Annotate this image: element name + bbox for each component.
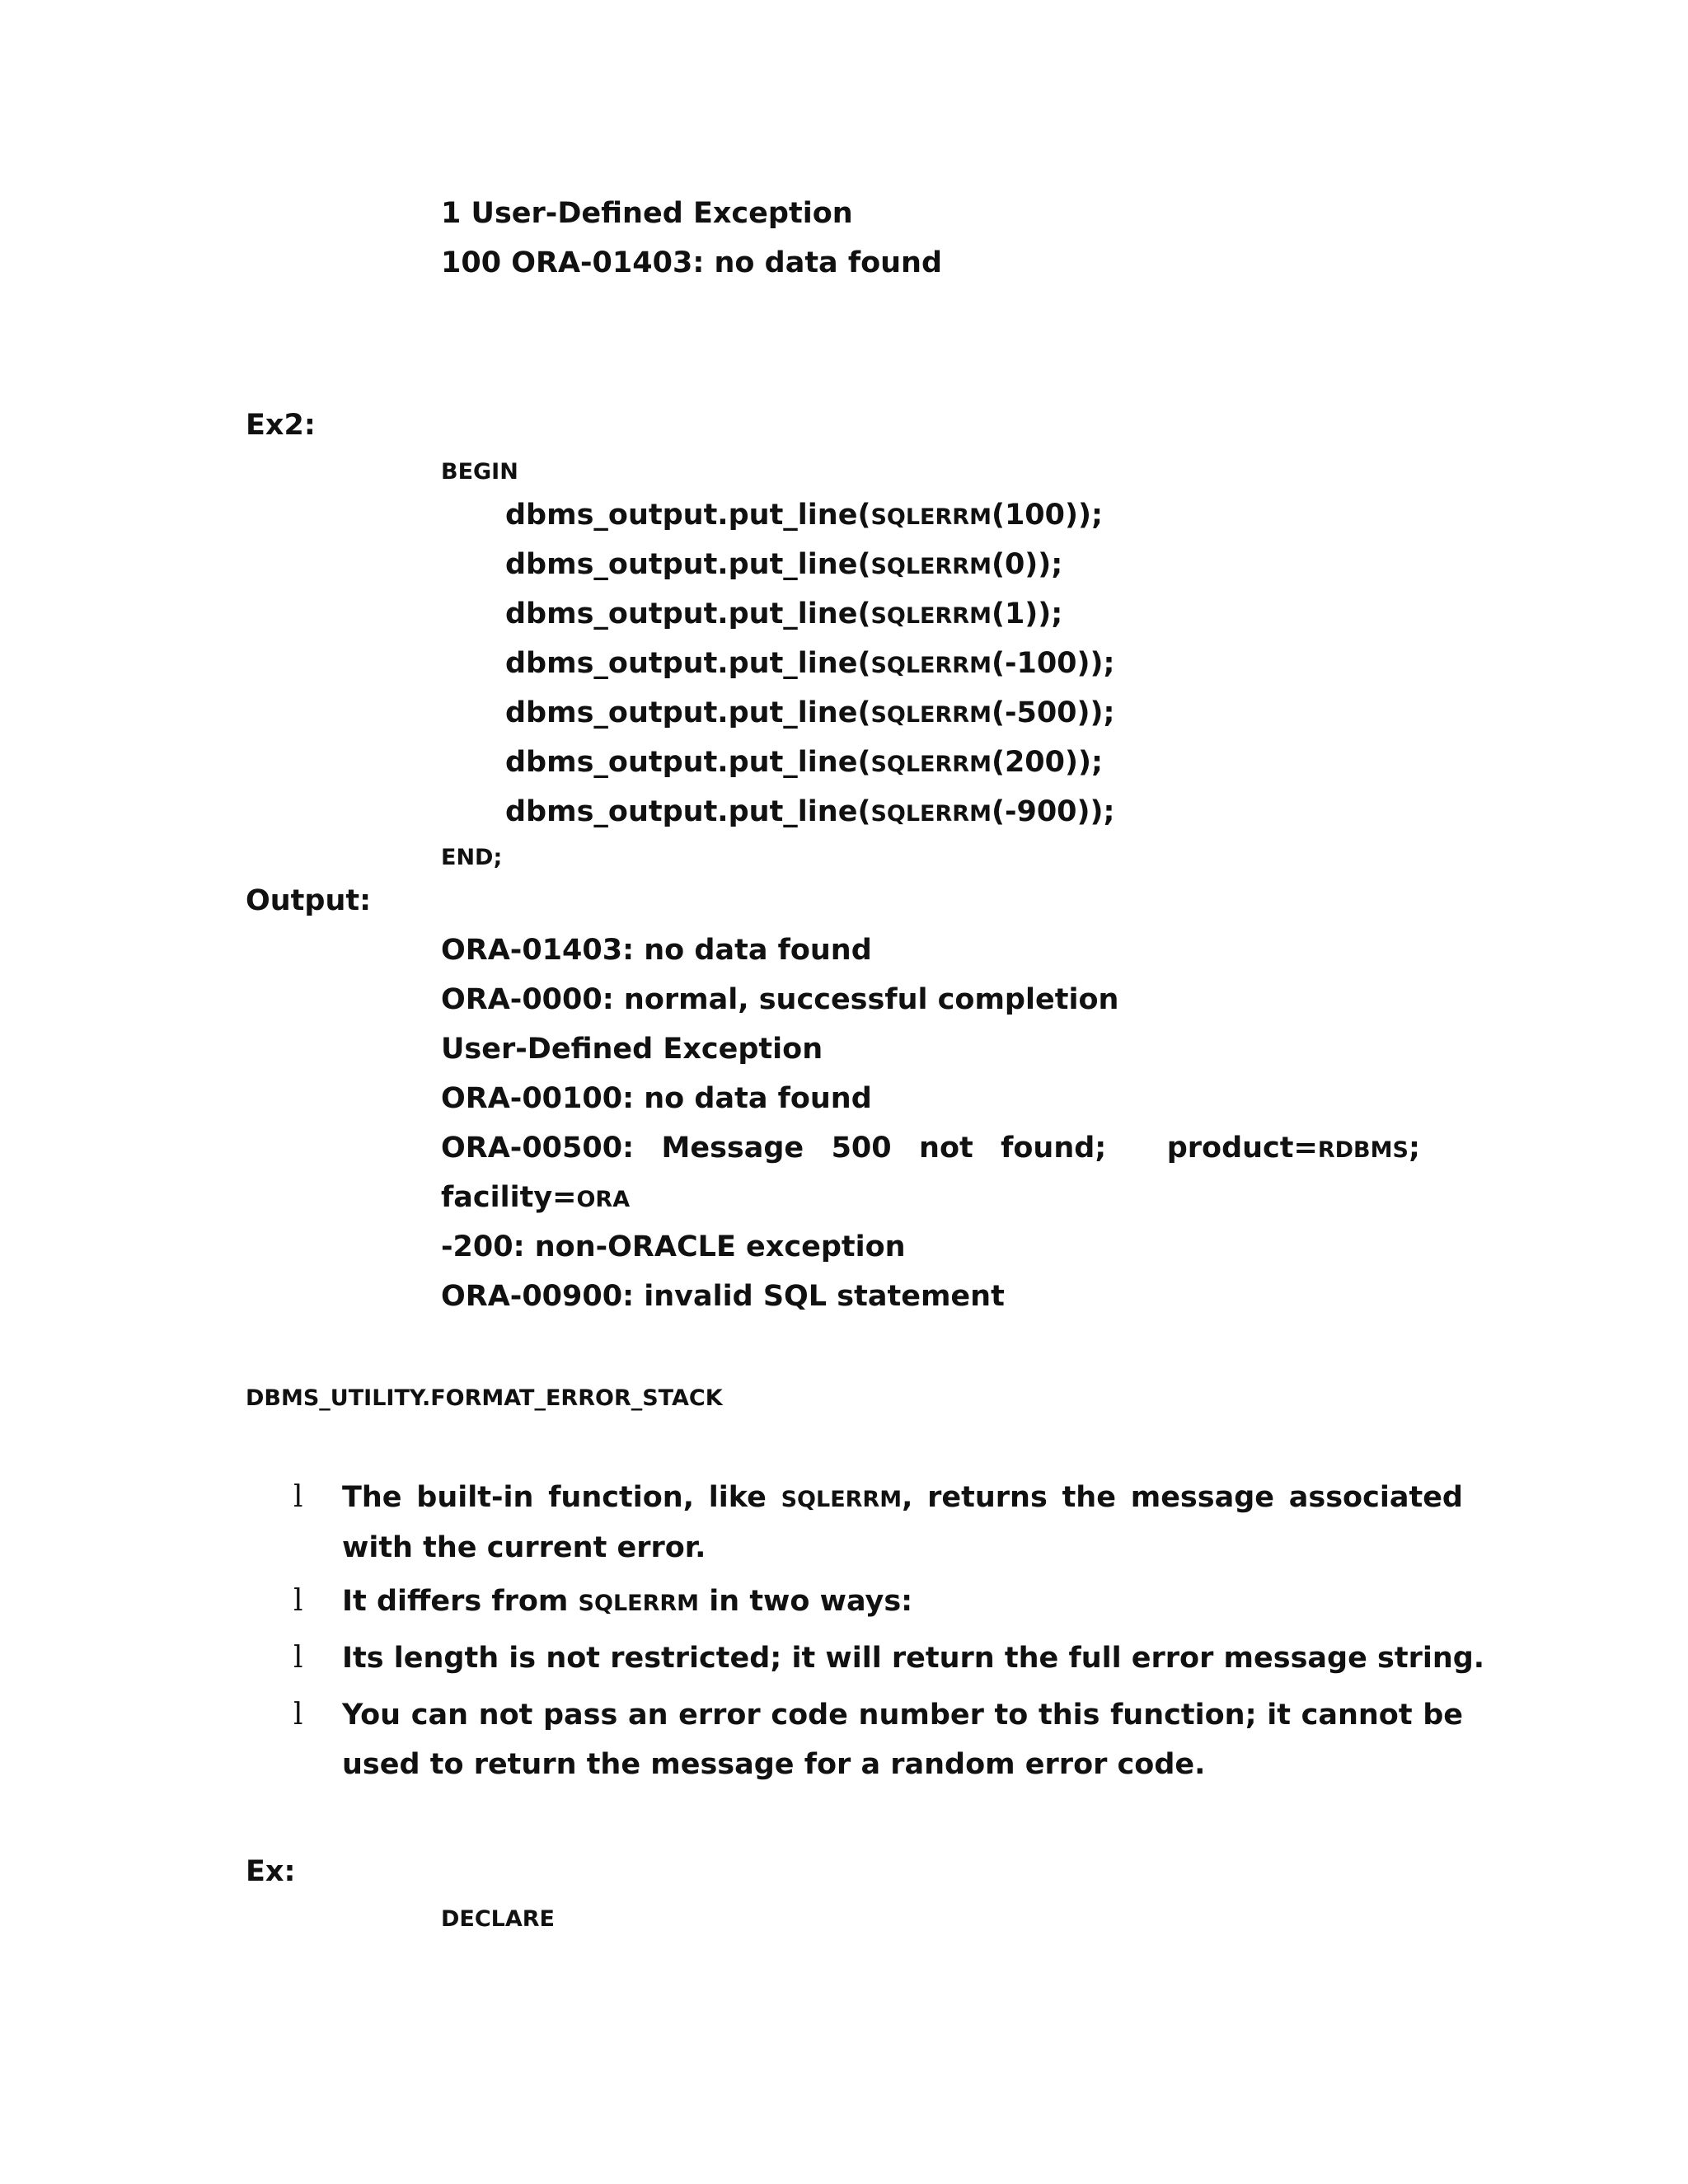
- text-line: 1 User-Defined Exception: [441, 197, 853, 230]
- code-keyword-declare: DECLARE: [441, 1906, 556, 1932]
- code-line: dbms_output.put_line(SQLERRM(-100));: [505, 647, 1115, 680]
- bullet-marker: l: [293, 1641, 303, 1675]
- output-line: ORA-00900: invalid SQL statement: [441, 1280, 1005, 1313]
- code-line: dbms_output.put_line(SQLERRM(-500));: [505, 696, 1115, 729]
- output-line: ORA-00100: no data found: [441, 1082, 872, 1115]
- code-line: dbms_output.put_line(SQLERRM(200));: [505, 746, 1103, 779]
- code-line: dbms_output.put_line(SQLERRM(1));: [505, 598, 1063, 630]
- bullet-text: You can not pass an error code number to this function; it cannot be: [342, 1699, 1463, 1732]
- code-line: dbms_output.put_line(SQLERRM(0));: [505, 548, 1063, 581]
- bullet-marker: l: [293, 1480, 303, 1514]
- example-label: Ex:: [246, 1855, 296, 1888]
- bullet-text-continued: with the current error.: [342, 1531, 706, 1564]
- bullet-marker: l: [293, 1584, 303, 1618]
- example-label: Ex2:: [246, 409, 316, 442]
- bullet-text-continued: used to return the message for a random error code.: [342, 1748, 1206, 1781]
- output-line: ORA-01403: no data found: [441, 934, 872, 967]
- output-line: facility=ORA: [441, 1181, 631, 1214]
- code-keyword-end: END;: [441, 845, 503, 870]
- output-line: User-Defined Exception: [441, 1033, 823, 1066]
- text-line: 100 ORA-01403: no data found: [441, 246, 943, 279]
- code-line: dbms_output.put_line(SQLERRM(100));: [505, 499, 1103, 532]
- bullet-marker: l: [293, 1698, 303, 1732]
- bullet-text: The built-in function, like SQLERRM, returns the message associated: [342, 1481, 1463, 1514]
- bullet-text: Its length is not restricted; it will return the full error message string.: [342, 1642, 1485, 1675]
- code-line: dbms_output.put_line(SQLERRM(-900));: [505, 795, 1115, 828]
- output-label: Output:: [246, 884, 372, 917]
- output-line: ORA-0000: normal, successful completion: [441, 983, 1119, 1016]
- section-heading: DBMS_UTILITY.FORMAT_ERROR_STACK: [246, 1385, 723, 1411]
- output-line: -200: non-ORACLE exception: [441, 1230, 906, 1263]
- bullet-text: It differs from SQLERRM in two ways:: [342, 1585, 913, 1618]
- code-keyword-begin: BEGIN: [441, 459, 518, 485]
- output-line-ora500: ORA-00500: Message 500 not found; product=RDBMS;: [441, 1132, 1420, 1165]
